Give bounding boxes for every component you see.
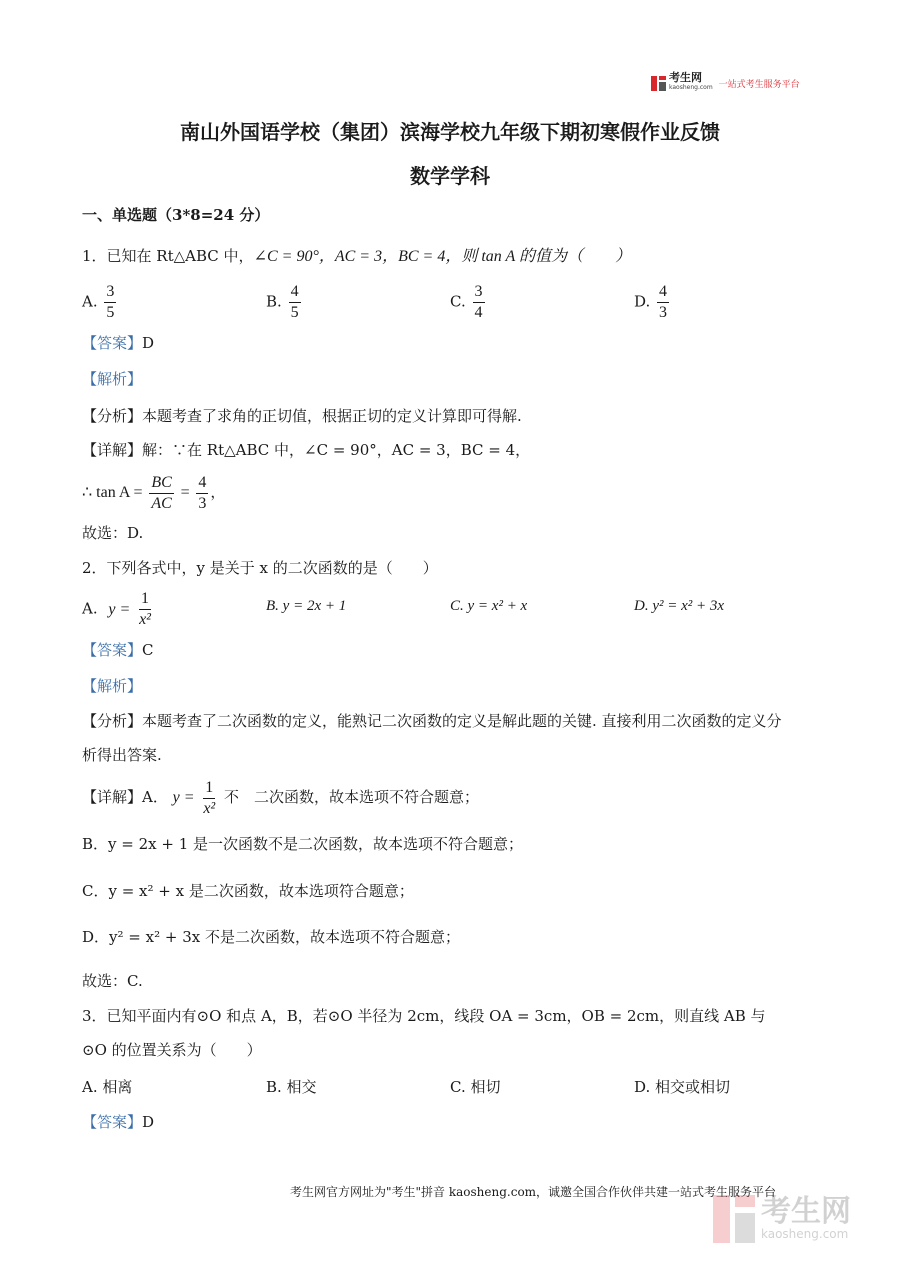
fenxi-label: 【分析】 xyxy=(82,712,143,730)
logo-url: kaosheng.com xyxy=(669,84,713,91)
q1-option-c-fraction xyxy=(473,282,485,323)
q2-detail-a-fraction xyxy=(201,778,217,819)
q3-option-a[interactable]: A. 相离 xyxy=(82,1078,133,1096)
q2-detail-b: B．y = 2x + 1 是一次函数不是二次函数，故本选项不符合题意； xyxy=(82,835,524,853)
xiangjie-label: 【详解】 xyxy=(82,441,143,459)
q2-detail-a-num: 1 xyxy=(203,778,215,799)
q1-option-a-letter: A. xyxy=(82,292,98,311)
q1-xiangjie-text: 解：∵在 Rt△ABC 中，∠C = 90°，AC = 3，BC = 4， xyxy=(142,441,531,459)
q1-conclusion: 故选：D. xyxy=(82,524,144,542)
q1-analysis-label: 【解析】 xyxy=(82,370,143,388)
q3-answer xyxy=(82,1111,154,1133)
q3-option-b[interactable]: B. 相交 xyxy=(266,1078,317,1096)
q2-fenxi-line1 xyxy=(82,710,782,732)
xiangjie-label: 【详解】 xyxy=(82,788,143,806)
q2-detail-c: C．y = x² + x 是二次函数，故本选项符合题意； xyxy=(82,882,414,900)
q1-option-b-fraction xyxy=(289,282,301,323)
brand-logo[interactable] xyxy=(651,73,800,93)
q3-option-c[interactable]: C. 相切 xyxy=(450,1078,501,1096)
q2-option-c[interactable]: C. y = x² + x xyxy=(450,598,528,614)
q1-option-d-letter: D. xyxy=(634,292,651,311)
q1-answer xyxy=(82,332,154,354)
q2-stem: 2．下列各式中，y 是关于 x 的二次函数的是（ ） xyxy=(82,559,438,577)
q2-detail-a-rest: 不 二次函数，故本选项不符合题意； xyxy=(224,788,480,806)
q1-option-d[interactable] xyxy=(634,282,671,323)
q1-a-num: 3 xyxy=(104,282,116,303)
q1-stem-b: ∠C = 90°，AC = 3，BC = 4，则 tan A 的值为（ ） xyxy=(253,248,631,265)
q3-stem-line2: ⊙O 的位置关系为（ ） xyxy=(82,1041,262,1059)
q1-option-c-letter: C. xyxy=(450,292,466,311)
q1-a-den: 5 xyxy=(106,304,115,321)
q1-option-b-letter: B. xyxy=(266,292,282,311)
section-heading: 一、单选题（3*8=24 分） xyxy=(82,206,270,224)
q1-stem xyxy=(82,245,631,268)
q1-calc-den1: AC xyxy=(151,494,172,512)
q1-d-num: 4 xyxy=(657,282,669,303)
q2-detail-a-den: x² xyxy=(203,799,216,817)
q2-option-d[interactable]: D. y² = x² + 3x xyxy=(634,598,725,614)
q2-option-a-prefix: y = xyxy=(108,600,131,618)
q1-option-b[interactable] xyxy=(266,282,303,323)
q2-detail-a xyxy=(82,774,479,820)
q1-stem-a: 1．已知在 Rt△ABC 中， xyxy=(82,247,254,265)
q1-c-den: 4 xyxy=(474,304,483,321)
q1-calc-fraction-1 xyxy=(149,473,173,514)
q3-option-d[interactable]: D. 相交或相切 xyxy=(634,1078,731,1096)
logo-slogan: 一站式考生服务平台 xyxy=(718,79,800,90)
q2-option-b[interactable]: B. y = 2x + 1 xyxy=(266,598,347,614)
q2-detail-d: D．y² = x² + 3x 不是二次函数，故本选项不符合题意； xyxy=(82,928,460,946)
q1-calc-prefix: ∴ tan A = xyxy=(82,484,143,501)
q2-answer-value: C xyxy=(142,641,154,659)
q2-fenxi-text-1: 本题考查了二次函数的定义，能熟记二次函数的定义是解此题的关键. 直接利用二次函数的定义分 xyxy=(142,712,782,730)
q2-answer xyxy=(82,639,154,661)
q3-stem-line1: 3．已知平面内有⊙O 和点 A，B，若⊙O 半径为 2cm，线段 OA = 3cm，OB = 2cm，则直线 AB 与 xyxy=(82,1007,766,1025)
watermark-logo xyxy=(713,1195,851,1243)
q1-fenxi xyxy=(82,405,522,427)
q1-c-num: 3 xyxy=(473,282,485,303)
kaosheng-logo-icon xyxy=(651,76,666,91)
q1-calc-num1: BC xyxy=(149,473,173,494)
page-subtitle: 数学学科 xyxy=(410,164,490,188)
q3-answer-value: D xyxy=(142,1113,155,1131)
q2-a-den: x² xyxy=(139,611,151,628)
fenxi-label: 【分析】 xyxy=(82,407,143,425)
q1-fenxi-text: 本题考查了求角的正切值，根据正切的定义计算即可得解. xyxy=(142,407,522,425)
q1-calculation: ∴ tan A = $\frac{BC}{AC}$ = $\frac{4}{3}$ ， xyxy=(82,473,226,512)
watermark-url: kaosheng.com xyxy=(761,1227,849,1241)
q2-option-a[interactable] xyxy=(82,589,155,630)
q2-option-a-letter: A. xyxy=(82,599,98,618)
q2-option-a-fraction xyxy=(137,589,153,630)
q1-xiangjie xyxy=(82,439,530,461)
q2-fenxi-line2: 析得出答案. xyxy=(82,746,162,764)
watermark-text: 考生网 xyxy=(761,1194,851,1229)
q1-option-c[interactable] xyxy=(450,282,487,323)
q2-a-num: 1 xyxy=(139,589,151,610)
q1-d-den: 3 xyxy=(659,304,668,321)
page-title: 南山外国语学校（集团）滨海学校九年级下期初寒假作业反馈 xyxy=(180,120,720,144)
q1-option-d-fraction xyxy=(657,282,669,323)
q1-option-a-fraction xyxy=(104,282,116,323)
q2-detail-a-prefix: A． xyxy=(142,788,168,806)
q1-calc-num2: 4 xyxy=(196,473,208,494)
q1-b-num: 4 xyxy=(289,282,301,303)
q2-detail-a-y: y = xyxy=(172,789,195,806)
answer-label: 【答案】 xyxy=(82,334,143,352)
q1-answer-value: D xyxy=(142,334,155,352)
q1-calc-fraction-2 xyxy=(196,473,208,514)
q1-option-a[interactable] xyxy=(82,282,118,323)
watermark-logo-icon xyxy=(713,1195,755,1243)
logo-text: 考生网 xyxy=(669,71,702,84)
q1-calc-den2: 3 xyxy=(198,494,207,512)
q2-conclusion: 故选：C. xyxy=(82,972,143,990)
answer-label: 【答案】 xyxy=(82,1113,143,1131)
answer-label: 【答案】 xyxy=(82,641,143,659)
footer-text: 考生网官方网址为"考生"拼音 kaosheng.com，诚邀全国合作伙伴共建一站式考生服务平台 xyxy=(290,1185,777,1199)
q1-b-den: 5 xyxy=(290,304,299,321)
q2-analysis-label: 【解析】 xyxy=(82,677,143,695)
